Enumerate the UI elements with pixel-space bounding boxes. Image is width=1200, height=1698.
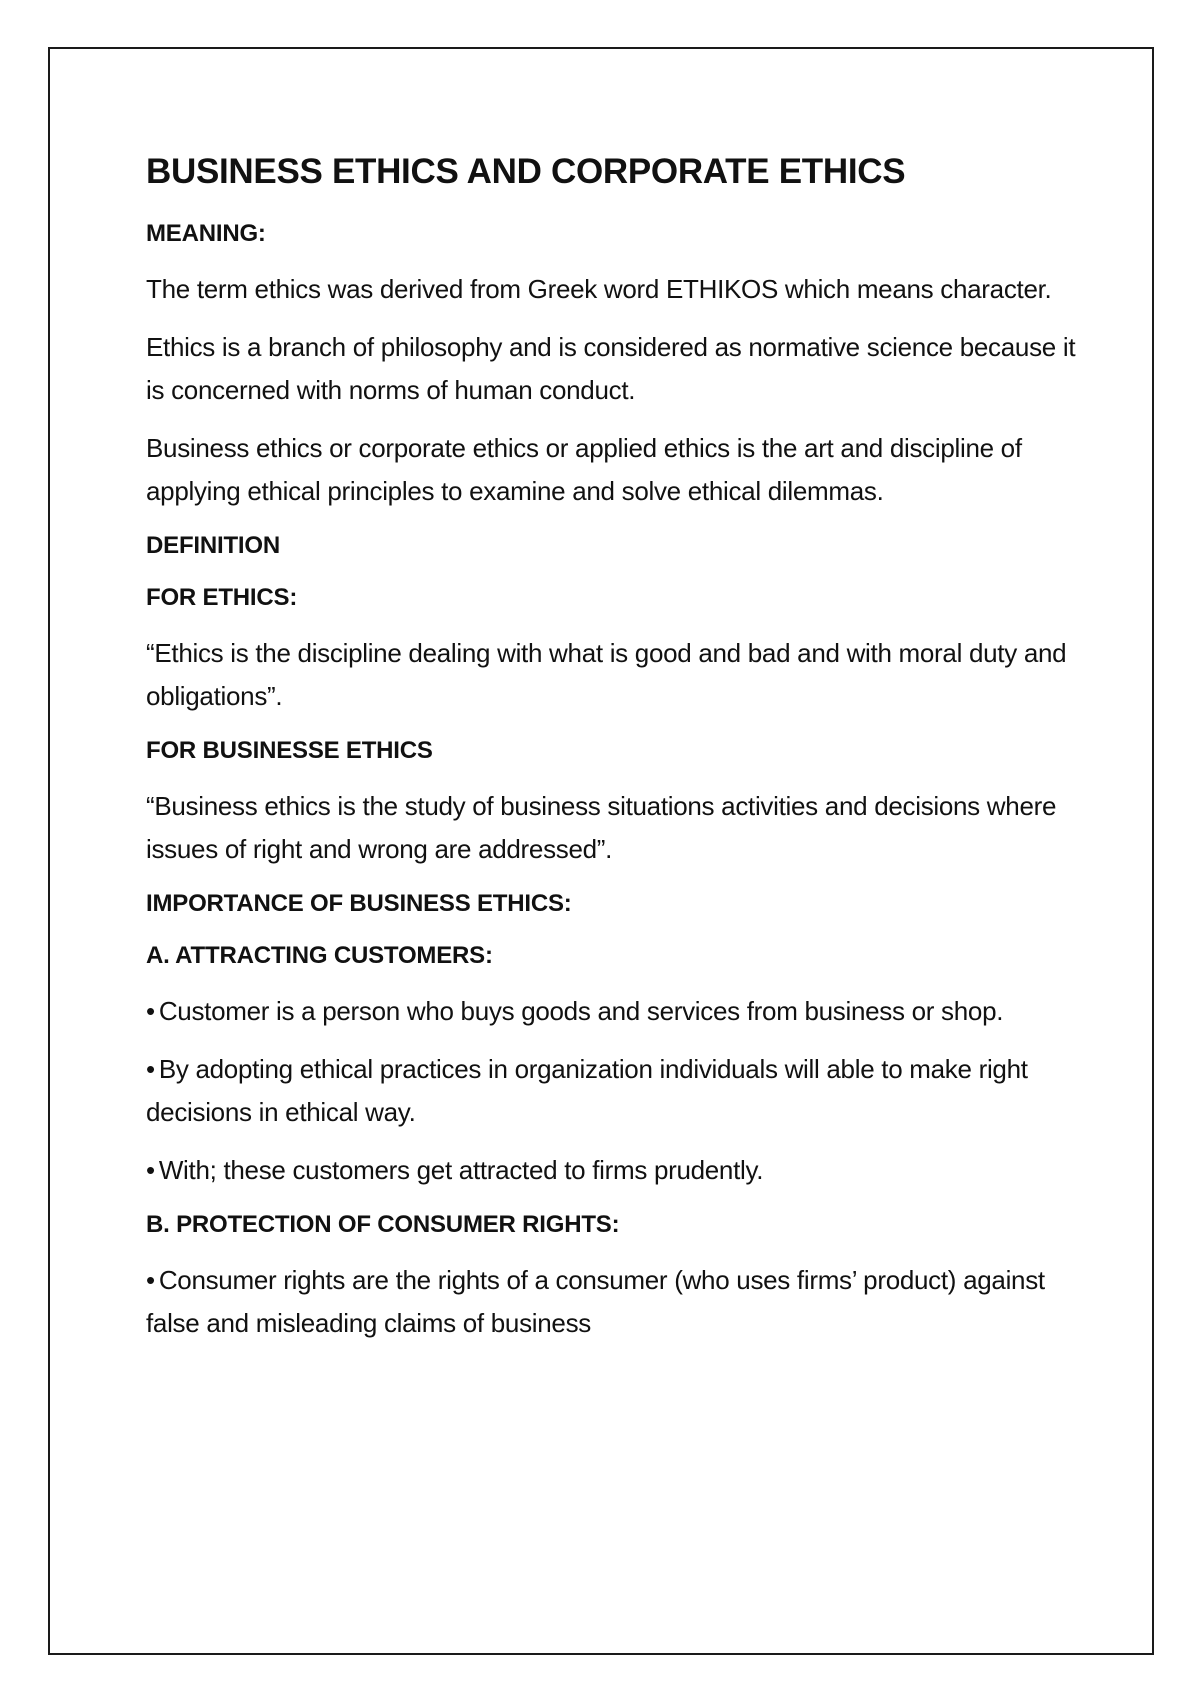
for-ethics-quote: “Ethics is the discipline dealing with what is good and bad and with moral duty and obligations”. — [146, 638, 1067, 711]
section-b-heading: B. PROTECTION OF CONSUMER RIGHTS: — [146, 1211, 620, 1238]
meaning-paragraph-2: Ethics is a branch of philosophy and is considered as normative science because it is concerned with norms of human conduct. — [146, 332, 1076, 405]
for-business-ethics-quote: “Business ethics is the study of business situations activities and decisions where issues of right and wrong are addressed”. — [146, 791, 1057, 864]
bullet-text: Customer is a person who buys goods and services from business or shop. — [158, 996, 1004, 1026]
bullet-icon: • — [146, 1155, 155, 1185]
importance-heading: IMPORTANCE OF BUSINESS ETHICS: — [146, 890, 572, 917]
for-ethics-heading: FOR ETHICS: — [146, 584, 298, 611]
document-title: BUSINESS ETHICS AND CORPORATE ETHICS — [146, 152, 906, 191]
bullet-text: Consumer rights are the rights of a consumer (who uses firms’ product) against false and misleading claims of business — [146, 1265, 1045, 1338]
bullet-icon: • — [146, 1265, 155, 1295]
document-body — [146, 150, 1076, 1360]
bullet-icon: • — [146, 996, 155, 1026]
meaning-heading: MEANING: — [146, 220, 266, 247]
definition-heading: DEFINITION — [146, 532, 280, 559]
bullet-icon: • — [146, 1054, 155, 1084]
bullet-item — [146, 1149, 1076, 1192]
bullet-text: With; these customers get attracted to firms prudently. — [158, 1155, 764, 1185]
for-business-ethics-heading: FOR BUSINESSE ETHICS — [146, 737, 433, 764]
meaning-paragraph-3: Business ethics or corporate ethics or applied ethics is the art and discipline of applying ethical principles to examine and solve ethical dilemmas. — [146, 433, 1022, 506]
meaning-paragraph-1: The term ethics was derived from Greek word ETHIKOS which means character. — [146, 274, 1052, 304]
section-a-heading: A. ATTRACTING CUSTOMERS: — [146, 942, 493, 969]
bullet-item — [146, 990, 1076, 1033]
bullet-item — [146, 1048, 1076, 1134]
bullet-text: By adopting ethical practices in organization individuals will able to make right decisions in ethical way. — [146, 1054, 1028, 1127]
bullet-item — [146, 1259, 1076, 1345]
